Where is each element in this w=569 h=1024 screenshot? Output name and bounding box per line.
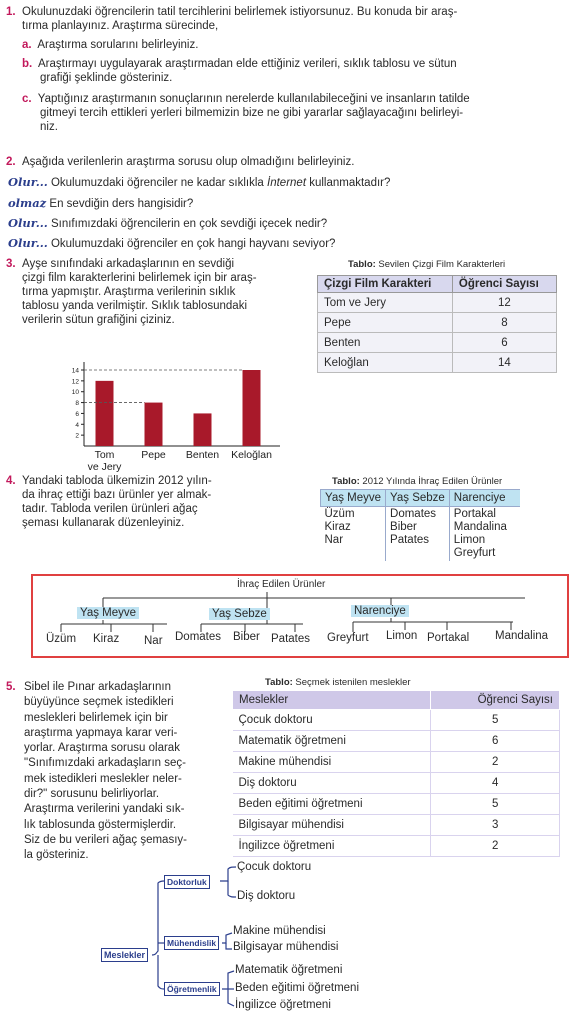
tree-group-label: Öğretmenlik bbox=[164, 982, 220, 996]
table-row: Beden eğitimi öğretmeni 5 bbox=[233, 794, 560, 815]
tree-leaf: Kiraz bbox=[93, 633, 120, 645]
tree-leaf: Matematik öğretmeni bbox=[235, 964, 343, 976]
q4-text-line4: şeması kullanarak düzenleyiniz. bbox=[22, 517, 185, 529]
q1-item-b: b. Araştırmayı uygulayarak araştırmadan elde ettiğiniz verileri, sıklık tablosu ve sütun bbox=[22, 58, 457, 70]
q1-text-line2: tırma planlayınız. Araştırma sürecinde, bbox=[22, 20, 219, 32]
table-row: Çocuk doktoru 5 bbox=[233, 710, 560, 731]
table-row: Keloğlan 14 bbox=[318, 353, 557, 373]
x-tick-label: Pepe bbox=[141, 449, 166, 461]
q2-item-4: Olur... Okulumuzdaki öğrenciler en çok hangi hayvanı seviyor? bbox=[8, 236, 336, 250]
tree-leaf: Domates bbox=[175, 631, 222, 643]
table-header: Öğrenci Sayısı bbox=[452, 276, 556, 293]
x-tick-label: Keloğlan bbox=[231, 449, 272, 461]
q3-text-line3: tırma yapmıştır. Araştırma verilerinin sıklık bbox=[22, 286, 236, 298]
q3-frequency-table bbox=[317, 275, 557, 373]
table-row: Matematik öğretmeni 6 bbox=[233, 731, 560, 752]
tree-leaf: Makine mühendisi bbox=[233, 925, 326, 937]
q4-number: 4. bbox=[6, 475, 16, 487]
q3-text-line4: tablosu yanda verilmiştir. Sıklık tablosundaki bbox=[22, 300, 247, 312]
q2-item-3: Olur... Sınıfımızdaki öğrencilerin en çok sevdiği içecek nedir? bbox=[8, 216, 328, 230]
bar bbox=[96, 381, 114, 446]
tree-leaf: Nar bbox=[144, 635, 163, 647]
tree-root: Meslekler bbox=[101, 948, 148, 962]
x-tick-label: Benten bbox=[185, 449, 220, 461]
y-tick-label: 10 bbox=[71, 389, 79, 397]
q3-number: 3. bbox=[6, 258, 16, 270]
tree-leaf: Üzüm bbox=[46, 633, 77, 645]
q2-intro: Aşağıda verilenlerin araştırma sorusu olup olmadığını belirleyiniz. bbox=[22, 156, 355, 168]
q5-professions-table bbox=[232, 690, 560, 857]
tree-group-label: Yaş Sebze bbox=[209, 608, 270, 620]
table-row: İngilizce öğretmeni 2 bbox=[233, 836, 560, 857]
q4-table-caption: Tablo: 2012 Yılında İhraç Edilen Ürünler bbox=[332, 476, 503, 487]
x-tick-label: Tom bbox=[94, 449, 115, 461]
x-tick-label-cont: ve Jery bbox=[87, 461, 122, 473]
q4-text-line3: tadır. Tabloda verilen ürünleri ağaç bbox=[22, 503, 198, 515]
tree-leaf: Biber bbox=[233, 631, 260, 643]
handwritten-answer: Olur... bbox=[8, 236, 48, 250]
tree-group-label: Yaş Meyve bbox=[77, 607, 139, 619]
bar-chart bbox=[58, 340, 288, 475]
tree-leaf: Patates bbox=[271, 633, 310, 645]
tree-root: İhraç Edilen Ürünler bbox=[237, 579, 326, 590]
q1-number: 1. bbox=[6, 6, 16, 18]
tree-leaf: Mandalina bbox=[495, 630, 549, 642]
q1-item-c-line2: gitmeyi tercih ettikleri yerleri bilmemizin bize ne gibi yararlar sağlayacağını belirleyi- bbox=[40, 107, 464, 119]
q2-item-2: olmaz En sevdiğin ders hangisidir? bbox=[8, 196, 194, 210]
tree-leaf: Portakal bbox=[427, 632, 470, 644]
q1-item-c-line3: niz. bbox=[40, 121, 58, 133]
tree-group-label: Doktorluk bbox=[164, 875, 210, 889]
tree-leaf: Limon bbox=[386, 630, 418, 642]
table-row: Diş doktoru 4 bbox=[233, 773, 560, 794]
bar bbox=[194, 413, 212, 446]
tree-group-label: Mühendislik bbox=[164, 936, 219, 950]
y-tick-label: 14 bbox=[71, 367, 79, 375]
table-header: Yaş Meyve bbox=[321, 490, 386, 507]
q3-table-caption: Tablo: Sevilen Çizgi Film Karakterleri bbox=[348, 259, 506, 270]
q4-tree-diagram bbox=[31, 574, 569, 658]
table-header: Meslekler bbox=[233, 691, 431, 710]
handwritten-answer: Olur... bbox=[8, 216, 48, 230]
q1-item-c: c. Yaptığınız araştırmanın sonuçlarının nerelerde kullanılabileceğini ve insanların tatilde bbox=[22, 93, 470, 105]
table-header: Öğrenci Sayısı bbox=[431, 691, 560, 710]
q2-item-1: Olur... Okulumuzdaki öğrenciler ne kadar sıklıkla İnternet kullanmaktadır? bbox=[8, 175, 391, 189]
table-header: Çizgi Film Karakteri bbox=[318, 276, 453, 293]
table-header: Yaş Sebze bbox=[386, 490, 450, 507]
q3-text-line2: çizgi film karakterlerini belirlemek için bir araş- bbox=[22, 272, 257, 284]
table-row: Makine mühendisi 2 bbox=[233, 752, 560, 773]
table-header: Narenciye bbox=[449, 490, 520, 507]
q4-export-table bbox=[320, 489, 520, 561]
q3-text-line5: verilerin sütun grafiğini çiziniz. bbox=[22, 314, 175, 326]
table-row: Benten 6 bbox=[318, 333, 557, 353]
bar bbox=[145, 403, 163, 446]
q4-text-line1: Yandaki tabloda ülkemizin 2012 yılın- bbox=[22, 475, 212, 487]
q3-text-line1: Ayşe sınıfındaki arkadaşlarının en sevdiği bbox=[22, 258, 235, 270]
handwritten-answer: olmaz bbox=[8, 196, 47, 210]
tree-leaf: Diş doktoru bbox=[237, 890, 296, 902]
tree-leaf: Greyfurt bbox=[327, 632, 369, 644]
tree-leaf: Çocuk doktoru bbox=[237, 861, 312, 873]
q1-text-line1: Okulunuzdaki öğrencilerin tatil tercihlerini belirlemek istiyorsunuz. Bu konuda bir araş- bbox=[22, 6, 458, 18]
table-row: Pepe 8 bbox=[318, 313, 557, 333]
table-row: Üzüm Kiraz Nar Domates Biber Patates Portakal Mandalina Limon Greyfurt bbox=[321, 507, 520, 562]
tree-leaf: İngilizce öğretmeni bbox=[235, 999, 331, 1011]
y-tick-label: 6 bbox=[75, 410, 79, 418]
handwritten-answer: Olur... bbox=[8, 175, 48, 189]
q5-number: 5. bbox=[6, 681, 16, 693]
tree-group-label: Narenciye bbox=[351, 605, 409, 617]
q1-item-a: a. Araştırma sorularını belirleyiniz. bbox=[22, 39, 199, 51]
tree-leaf: Beden eğitimi öğretmeni bbox=[235, 982, 360, 994]
tree-leaf: Bilgisayar mühendisi bbox=[233, 941, 339, 953]
table-row: Bilgisayar mühendisi 3 bbox=[233, 815, 560, 836]
y-tick-label: 12 bbox=[71, 378, 79, 386]
q5-table-caption: Tablo: Seçmek istenilen meslekler bbox=[265, 677, 411, 688]
q2-number: 2. bbox=[6, 156, 16, 168]
q5-text: Sibel ile Pınar arkadaşlarının büyüyünce seçmek istedikleri meslekleri belirlemek için bir araştırma yapmaya karar veri- yorlar. Araştırma sorusu olarak "Sınıfımızdaki arkadaşların seç- mek istedikleri meslekler neler- dir?" sorusunu belirliyorlar. Araştırma verilerini yandaki sık- lık tablosunda göstermişlerdir. Siz de bu verileri ağaç şemasıy- la gösteriniz. bbox=[24, 681, 187, 862]
y-tick-label: 2 bbox=[75, 432, 79, 440]
y-tick-label: 8 bbox=[75, 400, 79, 408]
q4-text-line2: da ihraç ettiği bazı ürünler yer almak- bbox=[22, 489, 212, 501]
q1-item-b-line2: grafiği şeklinde gösteriniz. bbox=[40, 72, 173, 84]
table-row: Tom ve Jery 12 bbox=[318, 293, 557, 313]
bar bbox=[243, 370, 261, 446]
y-tick-label: 4 bbox=[75, 421, 79, 429]
